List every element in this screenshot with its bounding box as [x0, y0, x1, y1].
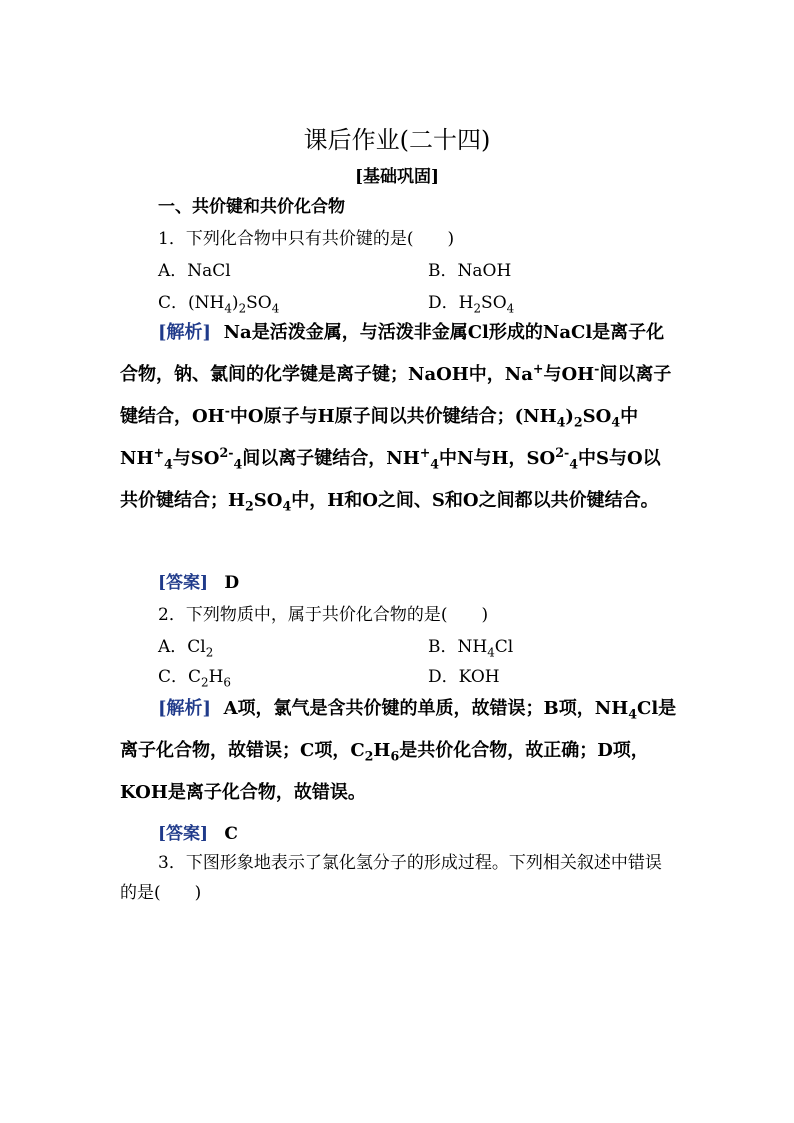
question-3-stem: 3．下图形象地表示了氯化氢分子的形成过程。下列相关叙述中错误的是( ) — [120, 853, 662, 903]
q1-option-b: B．NaOH — [428, 261, 512, 281]
q1-option-c: C．$(NH_4)_2SO_4$ — [158, 293, 280, 316]
page-subtitle: [基础巩固] — [354, 167, 440, 187]
q1-option-d: D．$H_2SO_4$ — [428, 293, 515, 316]
q1-explanation: [解析] Na是活泼金属，与活泼非金属Cl形成的NaCl是离子化合物，钠、氯间的化学键是离子键；NaOH中，Na+与OH-间以离子键结合，OH-中O原子与H原子间以共价键结合；$(NH_4)_2SO_4$中$NH^+_4$与$SO^{2-}_4$间以离子键结合，$NH^+_4$中N与H，$SO^{2-}_4$中S与O以共价键结合；$H_2SO_4$中，H和O之间、S和O之间都以共价键结合。 — [120, 322, 672, 514]
q2-option-d: D．KOH — [428, 667, 500, 687]
section-heading: 一、共价键和共价化合物 — [158, 197, 345, 217]
answer-tag: [答案] — [158, 824, 209, 844]
q2-option-c: C．$C_2H_6$ — [158, 667, 231, 690]
question-1-stem: 1．下列化合物中只有共价键的是( ) — [158, 229, 455, 249]
explanation-tag: [解析] — [158, 698, 212, 719]
q1-answer: [答案] D — [158, 573, 240, 593]
q2-option-b: B．$NH_4Cl$ — [428, 637, 514, 660]
q2-explanation: [解析] A项，氯气是含共价键的单质，故错误；B项，$NH_4Cl$是离子化合物，故错误；C项，$C_2H_6$是共价化合物，故正确；D项，KOH是离子化合物，故错误。 — [120, 698, 677, 803]
q2-answer: [答案] C — [158, 824, 238, 844]
question-2-stem: 2．下列物质中，属于共价化合物的是( ) — [158, 605, 489, 625]
q1-option-a: A．NaCl — [158, 261, 231, 281]
page-title: 课后作业(二十四) — [303, 126, 491, 154]
q2-option-a: A．$Cl_2$ — [158, 637, 214, 660]
explanation-tag: [解析] — [158, 322, 212, 343]
answer-tag: [答案] — [158, 573, 209, 593]
